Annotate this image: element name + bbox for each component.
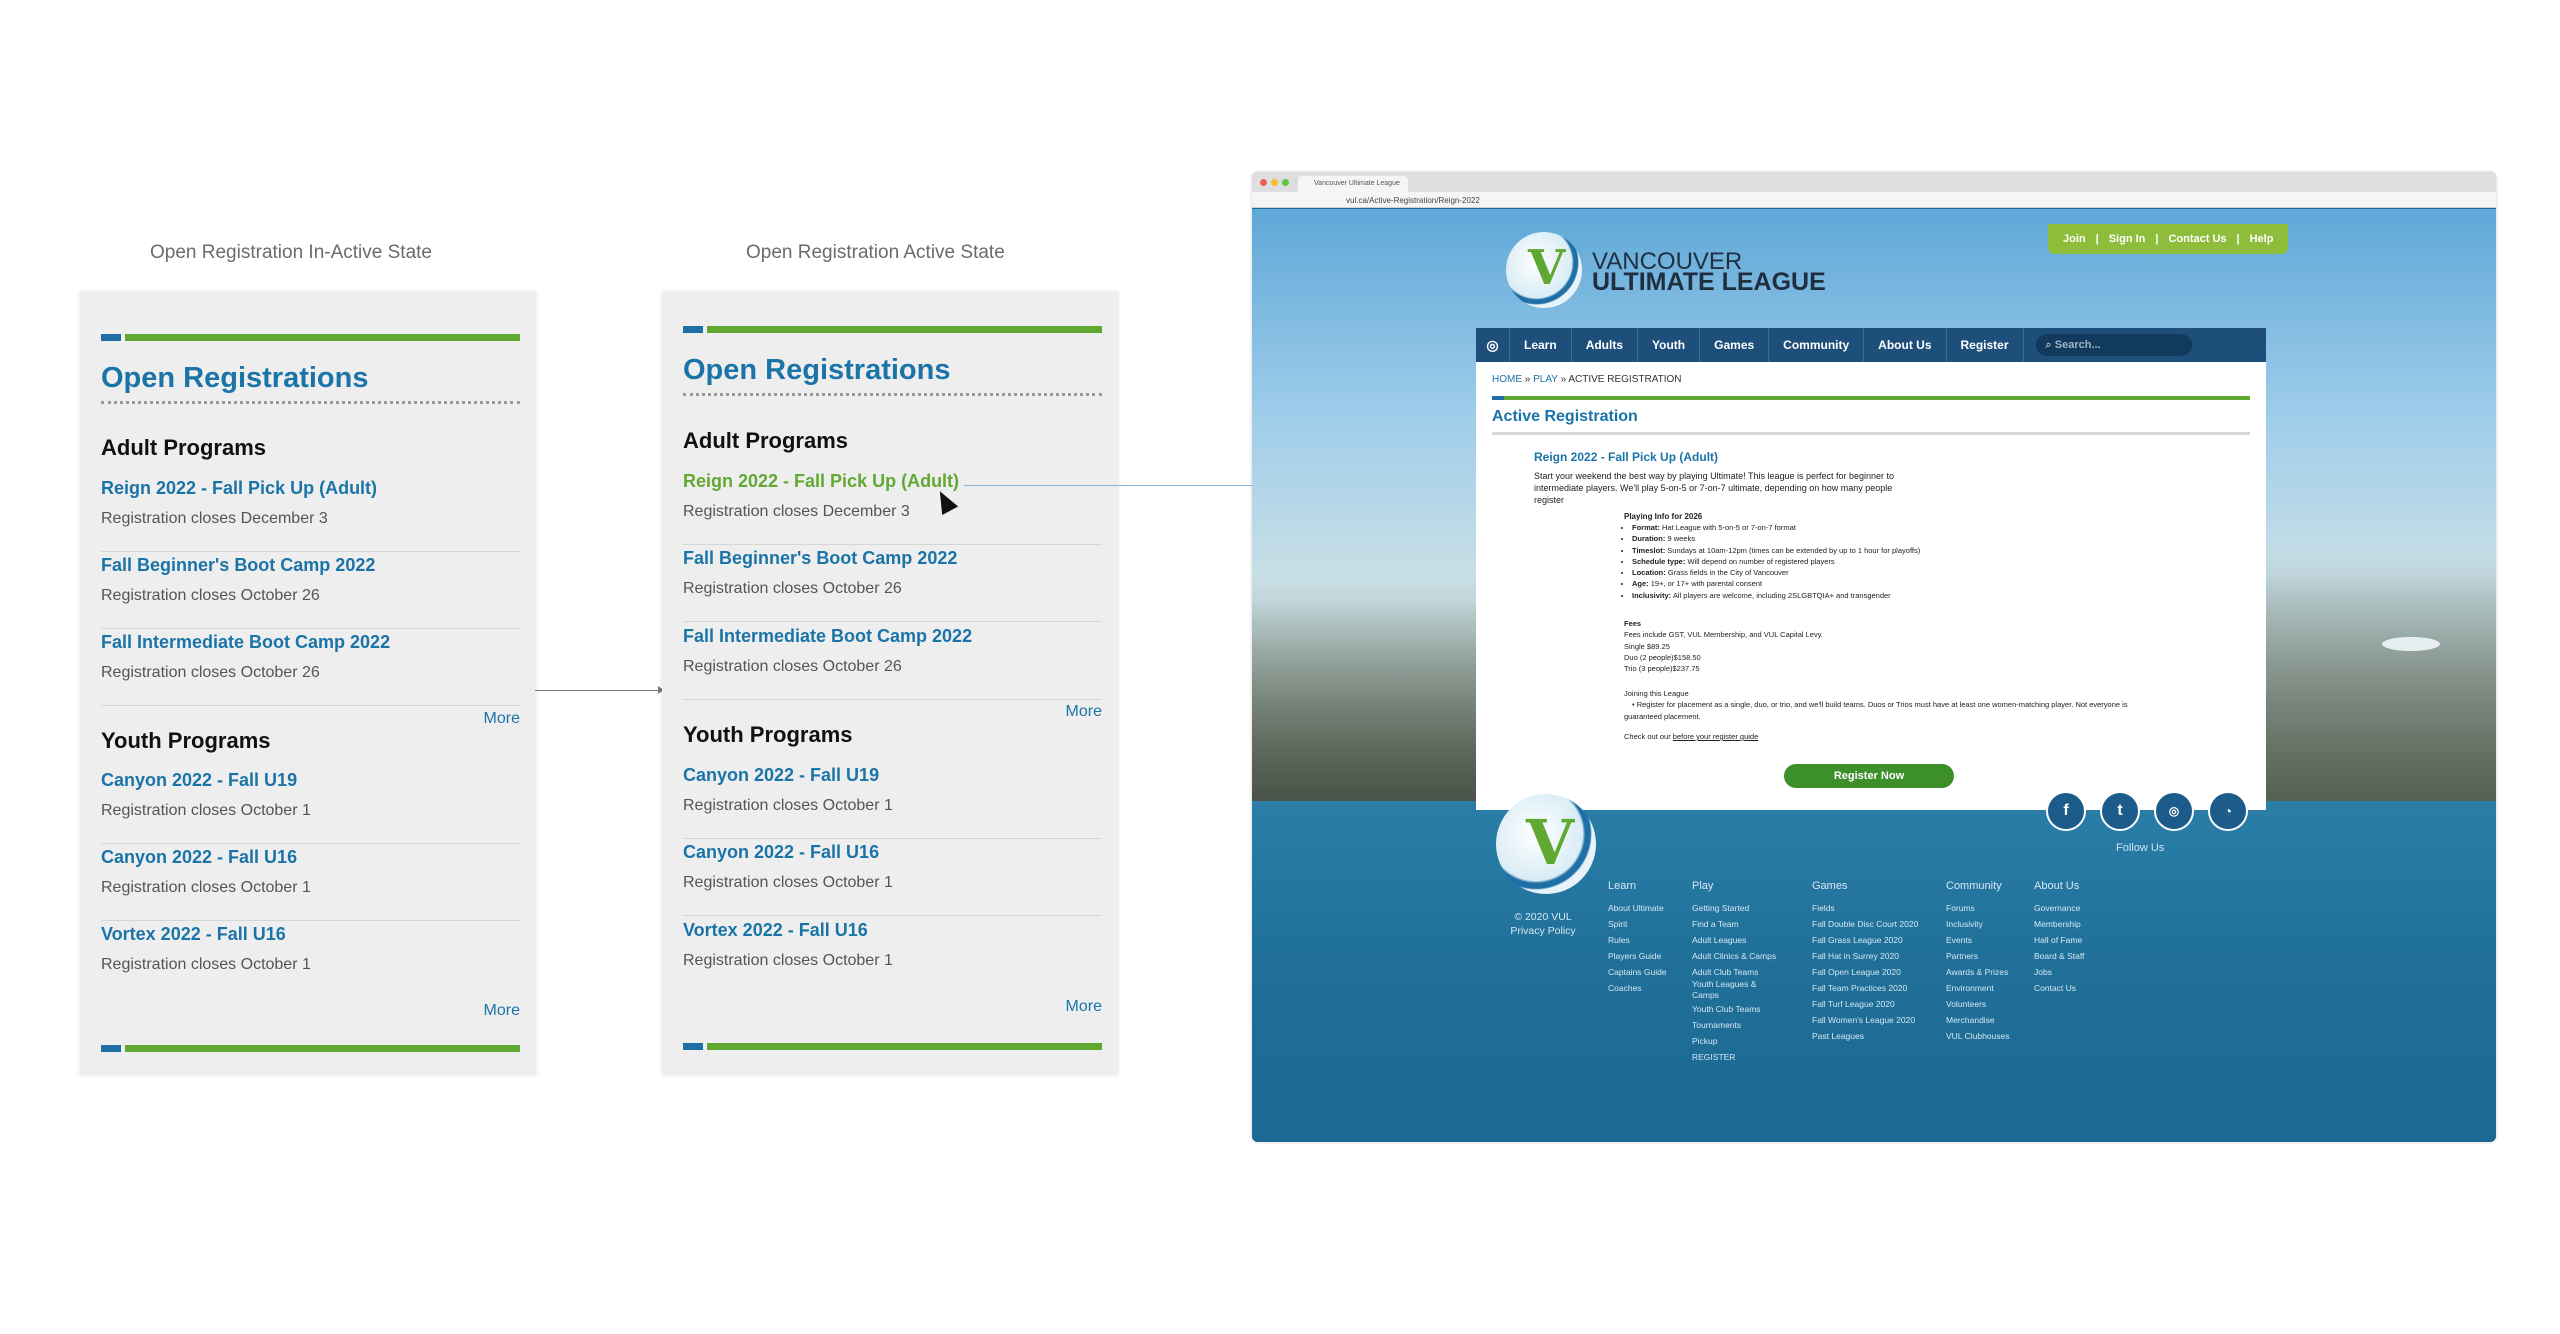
list-item[interactable] <box>683 626 1102 700</box>
breadcrumb-current: ACTIVE REGISTRATION <box>1568 374 1682 385</box>
list-item: • Location: Grass fields in the City of Vancouver <box>1632 567 1920 578</box>
more-link-adult[interactable]: More <box>483 710 520 727</box>
register-now-button[interactable]: Register Now <box>1784 764 1954 788</box>
contact-us-link[interactable]: Contact Us <box>2168 233 2227 245</box>
more-link-youth[interactable]: More <box>483 1002 520 1019</box>
program-closes: Registration closes October 1 <box>101 879 311 896</box>
panel-title: Open Registrations <box>683 354 951 386</box>
footer-col-about: About Us Governance Membership Hall of Fame Board & Staff Jobs Contact Us <box>2034 880 2084 996</box>
nav-community[interactable]: Community <box>1769 328 1864 362</box>
footer-link[interactable]: Captains Guide <box>1608 967 1667 977</box>
close-dot-icon[interactable] <box>1260 179 1267 186</box>
panel-bottom-bar <box>683 1043 1102 1050</box>
footer-link[interactable]: Partners <box>1946 951 1979 961</box>
panel-top-bar <box>683 326 1102 333</box>
program-closes: Registration closes October 26 <box>683 580 902 597</box>
content-card <box>1476 362 2266 810</box>
footer-link[interactable]: Governance <box>2034 903 2081 913</box>
footer-link[interactable]: Spirit <box>1608 919 1628 929</box>
adult-heading: Adult Programs <box>683 428 849 453</box>
list-item[interactable] <box>683 548 1102 622</box>
breadcrumb-home[interactable]: HOME <box>1492 374 1522 385</box>
list-item: • Duration: 9 weeks <box>1632 533 1920 544</box>
nav-learn[interactable]: Learn <box>1510 328 1572 362</box>
nav-register[interactable]: Register <box>1947 328 2024 362</box>
search-input[interactable]: ⌕ Search... <box>2036 334 2192 356</box>
footer-link[interactable]: Volunteers <box>1946 999 1987 1009</box>
twitter-icon[interactable]: t <box>2100 791 2140 831</box>
program-closes: Registration closes December 3 <box>683 503 910 520</box>
breadcrumb: HOME » PLAY » ACTIVE REGISTRATION <box>1492 374 1682 385</box>
rss-icon[interactable]: ◔ <box>2208 791 2248 831</box>
footer-link[interactable]: VUL Clubhouses <box>1946 1031 2010 1041</box>
join-link[interactable]: Join <box>2063 233 2086 245</box>
logo-text-line2: ULTIMATE LEAGUE <box>1592 268 1826 296</box>
logo-text-line1: VANCOUVER <box>1592 248 1743 275</box>
program-link[interactable]: Vortex 2022 - Fall U16 <box>683 920 868 940</box>
youth-heading: Youth Programs <box>683 722 853 747</box>
nav-games[interactable]: Games <box>1700 328 1769 362</box>
footer-link[interactable]: Fall Turf League 2020 <box>1812 999 1895 1009</box>
follow-us-label: Follow Us <box>2116 842 2165 854</box>
facebook-icon[interactable]: f <box>2046 791 2086 831</box>
breadcrumb-play[interactable]: PLAY <box>1533 374 1558 385</box>
program-link[interactable]: Canyon 2022 - Fall U19 <box>683 765 880 785</box>
panel-bottom-bar <box>101 1045 520 1052</box>
list-item-active[interactable] <box>683 471 1102 545</box>
list-item[interactable] <box>101 555 520 629</box>
footer-link[interactable]: Adult Club Teams <box>1692 967 1759 977</box>
program-closes: Registration closes October 1 <box>683 952 893 969</box>
list-item: • Schedule type: Will depend on number of registered players <box>1632 556 1920 567</box>
footer-col-community: Community Forums Inclusivity Events Partners Awards & Prizes Environment Volunteers Merchandise VUL Clubhouses <box>1946 880 2009 1044</box>
content-bar <box>1492 396 2250 400</box>
logo-v-mark: V <box>1528 240 1566 296</box>
list-item[interactable] <box>683 765 1102 839</box>
footer-link[interactable]: Adult Leagues <box>1692 935 1747 945</box>
divider <box>101 401 520 404</box>
footer-link[interactable]: REGISTER <box>1692 1052 1736 1062</box>
page-title: Active Registration <box>1492 408 1638 425</box>
fees-block: Fees Fees include GST, VUL Membership, and VUL Capital Levy. Single $89.25 Duo (2 people)$158.50 Trio (3 people)$237.75 <box>1624 619 1823 674</box>
footer-link[interactable]: Rules <box>1608 935 1630 945</box>
panel-inactive <box>80 292 536 1075</box>
guide-link[interactable]: before your register guide <box>1672 732 1759 741</box>
program-link[interactable]: Vortex 2022 - Fall U16 <box>101 924 286 944</box>
title-underline <box>1492 432 2250 435</box>
caption-active: Open Registration Active State <box>746 242 1005 263</box>
footer-link[interactable]: Fall Hat in Surrey 2020 <box>1812 951 1899 961</box>
minimize-dot-icon[interactable] <box>1271 179 1278 186</box>
nav-youth[interactable]: Youth <box>1638 328 1700 362</box>
footer-link[interactable]: Environment <box>1946 983 1994 993</box>
footer-link[interactable]: Fall Grass League 2020 <box>1812 935 1903 945</box>
footer-link[interactable]: Past Leagues <box>1812 1031 1864 1041</box>
program-link[interactable]: Reign 2022 - Fall Pick Up (Adult) <box>683 471 960 491</box>
footer-link[interactable]: Adult Clinics & Camps <box>1692 951 1777 961</box>
footer-link[interactable]: Players Guide <box>1608 951 1662 961</box>
more-link-adult[interactable]: More <box>1065 703 1102 720</box>
list-item[interactable] <box>683 842 1102 916</box>
address-bar[interactable] <box>1252 192 2496 208</box>
footer-link[interactable]: Inclusivity <box>1946 919 1983 929</box>
playing-info-heading: Playing Info for 2026 <box>1624 512 1703 521</box>
program-closes: Registration closes October 26 <box>683 658 902 675</box>
program-closes: Registration closes October 26 <box>101 587 320 604</box>
footer-link[interactable]: Fall Open League 2020 <box>1812 967 1901 977</box>
adult-heading: Adult Programs <box>101 435 267 460</box>
footer-link[interactable]: Fall Team Practices 2020 <box>1812 983 1908 993</box>
program-closes: Registration closes December 3 <box>101 510 328 527</box>
panel-top-bar <box>101 334 520 341</box>
connector-line <box>535 690 662 691</box>
footer-col-learn: Learn About Ultimate Spirit Rules Players Guide Captains Guide Coaches <box>1608 880 1667 996</box>
frisbee-image <box>2382 637 2440 651</box>
nav-adults[interactable]: Adults <box>1572 328 1638 362</box>
footer-link[interactable]: Pickup <box>1692 1036 1718 1046</box>
panel-active <box>662 292 1118 1075</box>
help-link[interactable]: Help <box>2249 233 2274 245</box>
list-item[interactable] <box>101 847 520 921</box>
footer-link[interactable]: Awards & Prizes <box>1946 967 2009 977</box>
program-link[interactable]: Fall Intermediate Boot Camp 2022 <box>683 626 973 646</box>
footer-link[interactable]: Events <box>1946 935 1972 945</box>
maximize-dot-icon[interactable] <box>1282 179 1289 186</box>
program-link[interactable]: Fall Beginner's Boot Camp 2022 <box>683 548 958 568</box>
footer-link[interactable]: Fall Women's League 2020 <box>1812 1015 1916 1025</box>
footer-link[interactable]: Youth Club Teams <box>1692 1004 1761 1014</box>
list-item[interactable] <box>101 924 520 998</box>
program-closes: Registration closes October 1 <box>101 956 311 973</box>
instagram-icon[interactable]: ◎ <box>2154 791 2194 831</box>
footer-link[interactable]: Tournaments <box>1692 1020 1742 1030</box>
connector-line-browser <box>964 485 1252 486</box>
program-closes: Registration closes October 1 <box>683 874 893 891</box>
list-item[interactable] <box>683 920 1102 994</box>
footer-link[interactable]: Find a Team <box>1692 919 1739 929</box>
list-item: • Inclusivity: All players are welcome, including 2SLGBTQIA+ and transgender <box>1632 590 1920 601</box>
copyright: © 2020 VUL Privacy Policy <box>1510 911 1576 937</box>
footer-link[interactable]: Fall Double Disc Court 2020 <box>1812 919 1919 929</box>
program-closes: Registration closes October 26 <box>101 664 320 681</box>
footer-link[interactable]: Getting Started <box>1692 903 1750 913</box>
list-item[interactable] <box>101 770 520 844</box>
footer-link[interactable]: Board & Staff <box>2034 951 2085 961</box>
list-item: • Format: Hat League with 5-on-5 or 7-on-7 format <box>1632 522 1920 533</box>
footer-link[interactable]: Merchandise <box>1946 1015 1995 1025</box>
more-link-youth[interactable]: More <box>1065 998 1102 1015</box>
footer-link[interactable]: Contact Us <box>2034 983 2077 993</box>
url-text[interactable]: vul.ca/Active-Registration/Reign-2022 <box>1346 196 1480 205</box>
joining-block: Joining this League • Register for placement as a single, duo, or trio, and we'll build teams. Duos or Trios must have at least one women-matching player. Not everyone is guaranteed placement. <box>1624 689 2128 721</box>
footer-link[interactable]: Membership <box>2034 919 2081 929</box>
footer-link[interactable]: Fields <box>1812 903 1835 913</box>
program-link[interactable]: Reign 2022 - Fall Pick Up (Adult) <box>101 478 378 498</box>
event-description: Start your weekend the best way by playing Ultimate! This league is perfect for beginner to intermediate players. We'll play 5-on-5 or 7-on-7 ultimate, depending on how many people register <box>1534 471 1895 505</box>
players-photo-left <box>1252 602 1502 802</box>
footer-link[interactable]: Coaches <box>1608 983 1642 993</box>
nav-about-us[interactable]: About Us <box>1864 328 1946 362</box>
list-item: • Age: 19+, or 17+ with parental consent <box>1632 578 1920 589</box>
footer-link[interactable]: Jobs <box>2034 967 2052 977</box>
guide-text: Check out our before your register guide <box>1624 732 1759 741</box>
sign-in-link[interactable]: Sign In <box>2108 233 2146 245</box>
youth-heading: Youth Programs <box>101 728 271 753</box>
footer-link[interactable]: Hall of Fame <box>2034 935 2083 945</box>
program-link[interactable]: Fall Beginner's Boot Camp 2022 <box>101 555 376 575</box>
browser-tab[interactable]: Vancouver Ultimate League <box>1298 176 1408 192</box>
program-link[interactable]: Fall Intermediate Boot Camp 2022 <box>101 632 391 652</box>
program-link[interactable]: Canyon 2022 - Fall U19 <box>101 770 298 790</box>
program-link[interactable]: Canyon 2022 - Fall U16 <box>683 842 880 862</box>
list-item[interactable] <box>101 632 520 706</box>
list-item: • Timeslot: Sundays at 10am-12pm (times can be extended by up to 1 hour for playoffs) <box>1632 545 1920 556</box>
footer-logo-v-mark: V <box>1526 806 1575 879</box>
browser-tabbar <box>1252 172 2496 192</box>
footer-link[interactable]: Youth Leagues & <box>1692 979 1757 989</box>
program-link[interactable]: Canyon 2022 - Fall U16 <box>101 847 298 867</box>
playing-info-list <box>1632 522 1920 601</box>
footer-col-play: Play Getting Started Find a Team Adult Leagues Adult Clinics & Camps Adult Club Teams Youth Leagues & Camps Youth Club Teams Tournaments Pickup REGISTER <box>1692 880 1776 1065</box>
caption-inactive: Open Registration In-Active State <box>150 242 432 263</box>
event-title: Reign 2022 - Fall Pick Up (Adult) <box>1534 450 1719 464</box>
main-nav <box>1476 328 2266 362</box>
program-closes: Registration closes October 1 <box>101 802 311 819</box>
program-closes: Registration closes October 1 <box>683 797 893 814</box>
footer-col-games: Games Fields Fall Double Disc Court 2020 Fall Grass League 2020 Fall Hat in Surrey 2020 Fall Open League 2020 Fall Team Practices 2020 Fall Turf League 2020 Fall Women's League 2020 Past Leagues <box>1812 880 1918 1044</box>
list-item[interactable] <box>101 478 520 552</box>
search-icon: ⌕ <box>2045 339 2055 351</box>
panel-title: Open Registrations <box>101 362 369 394</box>
footer-link[interactable]: Forums <box>1946 903 1975 913</box>
footer-link[interactable]: Camps <box>1692 990 1719 1000</box>
divider <box>683 393 1102 396</box>
top-utility-nav: Join | Sign In | Contact Us | Help <box>2048 224 2288 254</box>
footer-link[interactable]: About Ultimate <box>1608 903 1664 913</box>
privacy-policy-link[interactable]: Privacy Policy <box>1510 925 1576 937</box>
home-logo-icon[interactable]: ◎ <box>1476 328 1510 362</box>
players-photo-right <box>2266 552 2496 802</box>
